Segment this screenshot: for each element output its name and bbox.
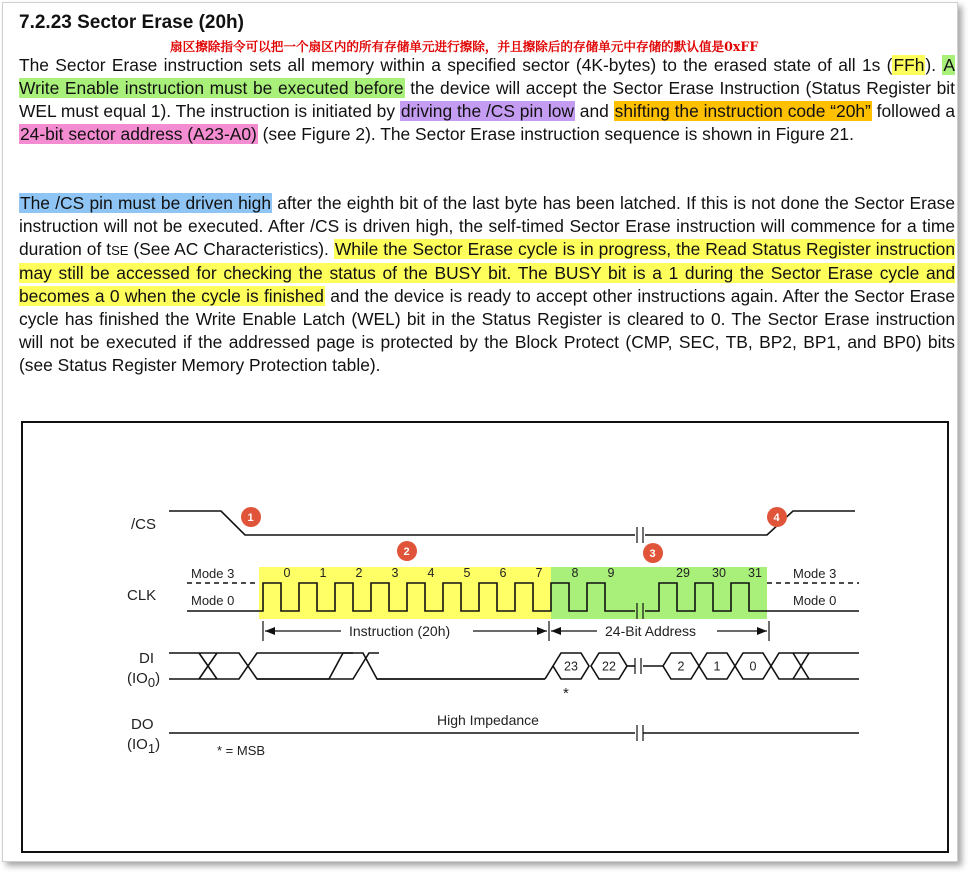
text-run: followed a — [871, 101, 955, 121]
badge-3-number: 3 — [649, 548, 656, 560]
highlight-yellow: While the Sector Erase cycle is in progress, the Read Status Register instruction may still be accessed for checking the status of the BUSY bit. The BUSY bit is a 1 during the Sector Erase cycle and becomes a 0 when the cycle is finished — [19, 239, 955, 306]
clk-number: 4 — [427, 566, 435, 580]
clk-number: 6 — [499, 566, 507, 580]
clk-number: 31 — [748, 566, 762, 580]
mode0-left-label: Mode 0 — [191, 593, 235, 608]
badge-4 — [767, 507, 787, 527]
clk-number: 9 — [607, 566, 615, 580]
highlight-blue: The /CS pin must be driven high — [20, 193, 272, 213]
clk-number: 0 — [283, 566, 291, 580]
do-io-label: (IO1) — [127, 736, 161, 756]
di-bit-label: 1 — [713, 659, 721, 674]
clk-signal-label: CLK — [127, 587, 157, 604]
clk-number: 29 — [676, 566, 690, 580]
paragraph-description — [19, 54, 955, 146]
cs-signal-label: /CS — [131, 516, 157, 533]
clk-number: 1 — [319, 566, 327, 580]
di-left-line2 — [169, 653, 353, 679]
di-bit-label: 23 — [564, 659, 578, 674]
badge-2 — [397, 541, 417, 561]
di-bit-label: 0 — [749, 659, 757, 674]
di-bit-label: 2 — [677, 659, 685, 674]
addr-arrow-left — [551, 627, 561, 635]
clk-number: 2 — [355, 566, 363, 580]
instr-arrow-right — [537, 627, 547, 635]
highlight-orange: shifting the instruction code “20h” — [614, 101, 871, 121]
document-page — [2, 2, 958, 862]
clk-number: 7 — [535, 566, 543, 580]
address-label: 24-Bit Address — [605, 623, 697, 639]
di-left-line — [169, 653, 379, 679]
do-signal-label: DO — [131, 716, 154, 733]
instr-arrow-left — [265, 627, 275, 635]
text-run: and the device is ready to accept other instructions again. After the Sector Erase cycle has finished the Write Enable Latch (WEL) bit in the Status Register is cleared to 0. The Sector Erase instruction will not be executed if the addressed page is protected by the Block Protect (CMP, SEC, TB, BP2, BP1, and BP0) bits (see Status Register Memory Protection table). — [19, 286, 956, 375]
highlight-purple: driving the /CS pin low — [400, 101, 574, 121]
badge-1 — [241, 507, 261, 527]
di-signal-label: DI — [139, 650, 154, 667]
badge-2-number: 2 — [403, 546, 410, 558]
text-run: The Sector Erase instruction sets all memory within a specified sector (4K-bytes) to the erased state of all 1s ( — [19, 55, 893, 75]
mode3-left-label: Mode 3 — [191, 566, 235, 581]
chinese-annotation: 扇区擦除指令可以把一个扇区内的所有存储单元进行擦除，并且擦除后的存储单元中存储的默认值是0xFF — [170, 39, 759, 54]
cs-waveform-high — [645, 511, 855, 535]
text-run: the device will accept the Sector Erase Instruction (Status Register bit WEL must equal 1). The instruction is initiated by — [19, 78, 955, 121]
badge-3 — [643, 543, 663, 563]
section-heading: 7.2.23 Sector Erase (20h) — [19, 12, 244, 33]
clk-number: 3 — [391, 566, 399, 580]
di-trans-a — [545, 666, 553, 679]
clk-number: 30 — [712, 566, 726, 580]
high-impedance-label: High Impedance — [437, 712, 539, 728]
instruction-label: Instruction (20h) — [349, 623, 451, 639]
cs-waveform-low — [169, 511, 635, 535]
timing-diagram-figure — [21, 421, 949, 853]
highlight-pink: 24-bit sector address (A23-A0) — [20, 124, 257, 144]
highlight-yellow: FFh — [893, 55, 925, 75]
di-right-top — [771, 653, 859, 666]
badge-4-number: 4 — [773, 512, 780, 524]
text-run: (see Figure 2). The Sector Erase instruction sequence is shown in Figure 21. — [257, 124, 854, 144]
text-run: ). — [925, 55, 943, 75]
clk-number: 5 — [463, 566, 471, 580]
text-run: after the eighth bit of the last byte has been latched. If this is not done the Sector Erase instruction will not be executed. After /CS is driven high, the self-timed Sector Erase instruction will commence for a time duration of t — [19, 193, 955, 259]
mode0-right-label: Mode 0 — [793, 593, 837, 608]
di-right-bottom — [771, 666, 859, 679]
di-waveform — [169, 653, 859, 679]
addr-arrow-right — [757, 627, 767, 635]
clk-number: 8 — [571, 566, 579, 580]
di-bit-label: 22 — [602, 659, 616, 674]
badge-1-number: 1 — [247, 512, 254, 524]
msb-note: * = MSB — [217, 743, 266, 758]
mode3-right-label: Mode 3 — [793, 566, 837, 581]
text-run: and — [574, 101, 614, 121]
di-address-bits — [553, 653, 771, 679]
highlight-green: A Write Enable instruction must be executed before — [19, 55, 955, 98]
paragraph-cs-timing — [19, 192, 955, 377]
msb-star: * — [563, 685, 569, 702]
timing-diagram — [23, 423, 947, 851]
di-io-label: (IO0) — [127, 670, 161, 690]
text-run: (See AC Characteristics). — [128, 239, 334, 259]
text-run: SE — [111, 243, 129, 258]
